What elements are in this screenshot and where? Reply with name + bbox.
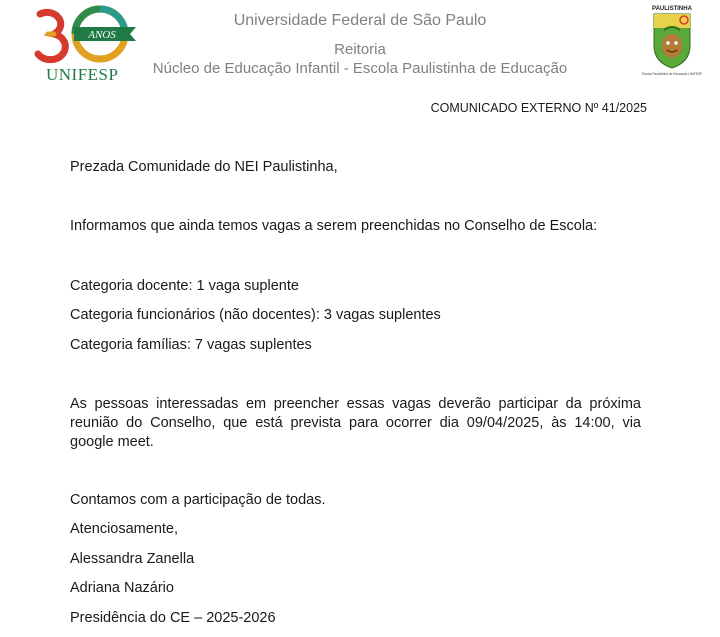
intro-paragraph: Informamos que ainda temos vagas a serem preenchidas no Conselho de Escola: (70, 218, 598, 234)
signatory-name: Alessandra Zanella (70, 551, 195, 567)
category-item: Categoria docente: 1 vaga suplente (70, 278, 299, 294)
unit-name: Núcleo de Educação Infantil - Escola Paulistinha de Educação (152, 60, 568, 77)
instructions-paragraph: As pessoas interessadas em preencher essas vagas deverão participar da próxima reunião do Conselho, que está prevista para ocorrer dia 09/04/2025, às 14:00, via google meet. (70, 396, 641, 450)
university-name: Universidade Federal de São Paulo (233, 12, 487, 29)
greeting: Prezada Comunidade do NEI Paulistinha, (70, 159, 338, 175)
unifesp-30-anos-logo (34, 4, 138, 86)
paulistinha-logo (641, 4, 703, 92)
anniversary-ribbon-text: ANOS (88, 29, 116, 41)
communique-number: COMUNICADO EXTERNO Nº 41/2025 (430, 101, 647, 115)
category-item: Categoria famílias: 7 vagas suplentes (70, 337, 312, 353)
signature-role: Presidência do CE – 2025-2026 (70, 610, 276, 626)
closing-line: Contamos com a participação de todas. (70, 492, 326, 508)
anniversary-30-graphic (34, 4, 138, 66)
paulistinha-emblem (641, 4, 703, 92)
unifesp-wordmark: UNIFESP (46, 65, 119, 84)
paulistinha-caption: Escola Paulistinha de Educação UNIFESP (641, 72, 703, 76)
paulistinha-title: PAULISTINHA (652, 6, 692, 12)
salutation: Atenciosamente, (70, 521, 179, 537)
office-name: Reitoria (334, 41, 386, 58)
signatory-name: Adriana Nazário (70, 580, 174, 596)
category-item: Categoria funcionários (não docentes): 3 vagas suplentes (70, 307, 441, 323)
